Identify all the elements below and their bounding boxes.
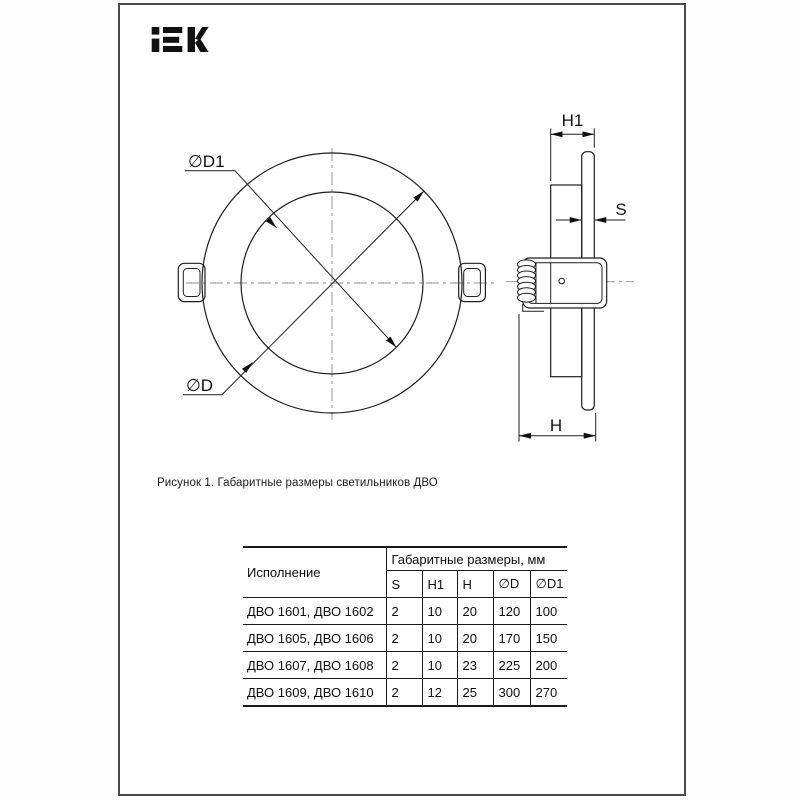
model-cell: ДВО 1609, ДВО 1610 <box>243 679 386 707</box>
table-row <box>243 652 567 679</box>
value-cell: 20 <box>457 625 493 652</box>
value-cell: 2 <box>386 652 422 679</box>
value-cell: 10 <box>422 652 457 679</box>
dimensions-table <box>243 546 567 707</box>
table-row <box>243 625 567 652</box>
value-cell: 2 <box>386 679 422 707</box>
label-h1: H1 <box>561 111 584 130</box>
value-cell: 12 <box>422 679 457 707</box>
column-header-h: H <box>457 571 493 598</box>
value-cell: 100 <box>530 598 567 625</box>
table-row <box>243 598 567 625</box>
label-d1: ∅D1 <box>188 152 225 171</box>
value-cell: 225 <box>493 652 530 679</box>
column-header-group: Габаритные размеры, мм <box>386 547 567 571</box>
value-cell: 2 <box>386 625 422 652</box>
value-cell: 270 <box>530 679 567 707</box>
value-cell: 300 <box>493 679 530 707</box>
column-header-d1: ∅D1 <box>530 571 567 598</box>
column-header-d: ∅D <box>493 571 530 598</box>
column-header-ispolnenie: Исполнение <box>247 565 321 580</box>
model-cell: ДВО 1607, ДВО 1608 <box>243 652 386 679</box>
figure-caption: Рисунок 1. Габаритные размеры светильников ДВО <box>157 477 438 489</box>
value-cell: 170 <box>493 625 530 652</box>
value-cell: 10 <box>422 598 457 625</box>
label-h: H <box>549 416 563 435</box>
value-cell: 150 <box>530 625 567 652</box>
model-cell: ДВО 1601, ДВО 1602 <box>243 598 386 625</box>
value-cell: 20 <box>457 598 493 625</box>
table-row <box>243 679 567 707</box>
value-cell: 23 <box>457 652 493 679</box>
column-header-s: S <box>386 571 422 598</box>
label-s: S <box>615 200 627 219</box>
value-cell: 25 <box>457 679 493 707</box>
model-cell: ДВО 1605, ДВО 1606 <box>243 625 386 652</box>
label-d: ∅D <box>186 376 214 395</box>
value-cell: 120 <box>493 598 530 625</box>
value-cell: 2 <box>386 598 422 625</box>
value-cell: 200 <box>530 652 567 679</box>
column-header-h1: H1 <box>422 571 457 598</box>
value-cell: 10 <box>422 625 457 652</box>
